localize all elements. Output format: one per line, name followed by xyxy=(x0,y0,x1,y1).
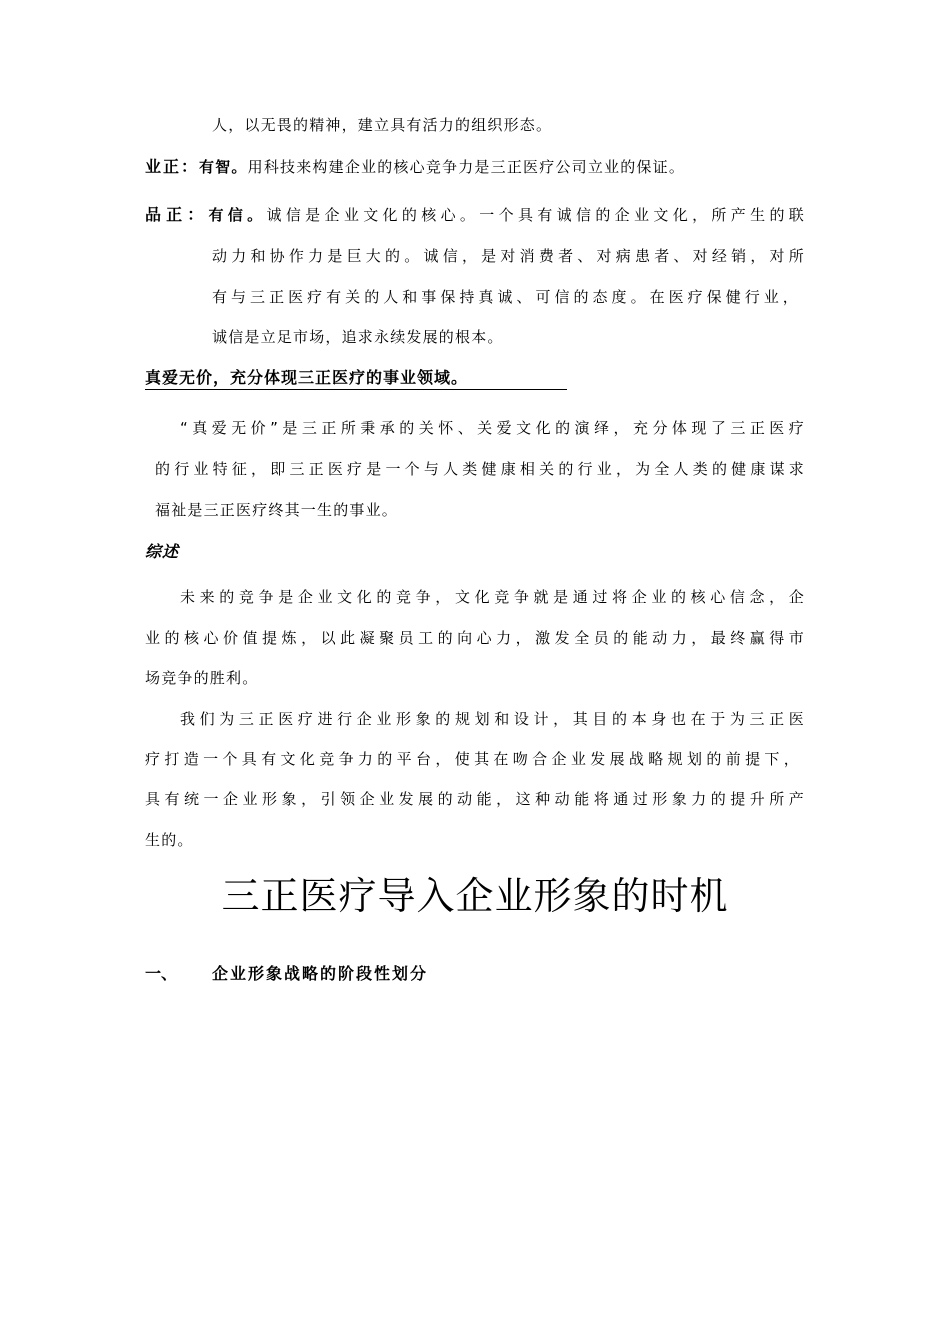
pinzheng-bold: 有信。 xyxy=(208,206,267,224)
zongshu-p1-line-1: 未来的竞争是企业文化的竞争，文化竞争就是通过将企业的核心信念，企 xyxy=(180,588,805,606)
zhenai-line-3: 福祉是三正医疗终其一生的事业。 xyxy=(155,501,399,519)
pinzheng-line-2: 动力和协作力是巨大的。诚信，是对消费者、对病患者、对经销，对所 xyxy=(212,247,805,265)
yezheng-text: 用科技来构建企业的核心竞争力是三正医疗公司立业的保证。 xyxy=(247,158,686,176)
pinzheng-line-3: 有与三正医疗有关的人和事保持真诚、可信的态度。在医疗保健行业， xyxy=(212,288,799,306)
chapter-title: 三正医疗导入企业形象的时机 xyxy=(221,874,729,918)
pinzheng-line-4: 诚信是立足市场，追求永续发展的根本。 xyxy=(212,328,504,346)
pinzheng-label: 品正： xyxy=(145,205,209,224)
pinzheng-line-1 xyxy=(145,205,805,225)
zhenai-heading-underline xyxy=(145,389,567,390)
zhenai-line-2: 的行业特征，即三正医疗是一个与人类健康相关的行业，为全人类的健康谋求 xyxy=(155,460,805,478)
section-title: 企业形象战略的阶段性划分 xyxy=(212,964,429,983)
zongshu-p2-line-2: 疗打造一个具有文化竞争力的平台，使其在吻合企业发展战略规划的前提下， xyxy=(145,750,800,768)
yezheng-bold: 有智。 xyxy=(199,158,248,176)
yezheng-line xyxy=(145,157,685,177)
zongshu-heading: 综述 xyxy=(145,542,180,561)
pinzheng-text-1: 诚信是企业文化的核心。一个具有诚信的企业文化，所产生的联 xyxy=(266,206,805,224)
yezheng-label: 业正： xyxy=(145,157,200,176)
zongshu-p1-line-3: 场竞争的胜利。 xyxy=(145,669,259,687)
zongshu-p1-line-2: 业的核心价值提炼，以此凝聚员工的向心力，激发全员的能动力，最终赢得市 xyxy=(145,629,805,647)
zongshu-p2-line-3: 具有统一企业形象，引领企业发展的动能，这种动能将通过形象力的提升所产 xyxy=(145,790,805,808)
zhenai-heading: 真爱无价，充分体现三正医疗的事业领域。 xyxy=(145,368,469,387)
section-number: 一、 xyxy=(145,964,178,983)
zhenai-line-1: “真爱无价”是三正所秉承的关怀、关爱文化的演绎，充分体现了三正医疗 xyxy=(180,419,805,437)
zongshu-p2-line-1: 我们为三正医疗进行企业形象的规划和设计，其目的本身也在于为三正医 xyxy=(180,710,805,728)
paragraph-continuation: 人，以无畏的精神，建立具有活力的组织形态。 xyxy=(212,116,553,134)
zongshu-p2-line-4: 生的。 xyxy=(145,831,194,849)
